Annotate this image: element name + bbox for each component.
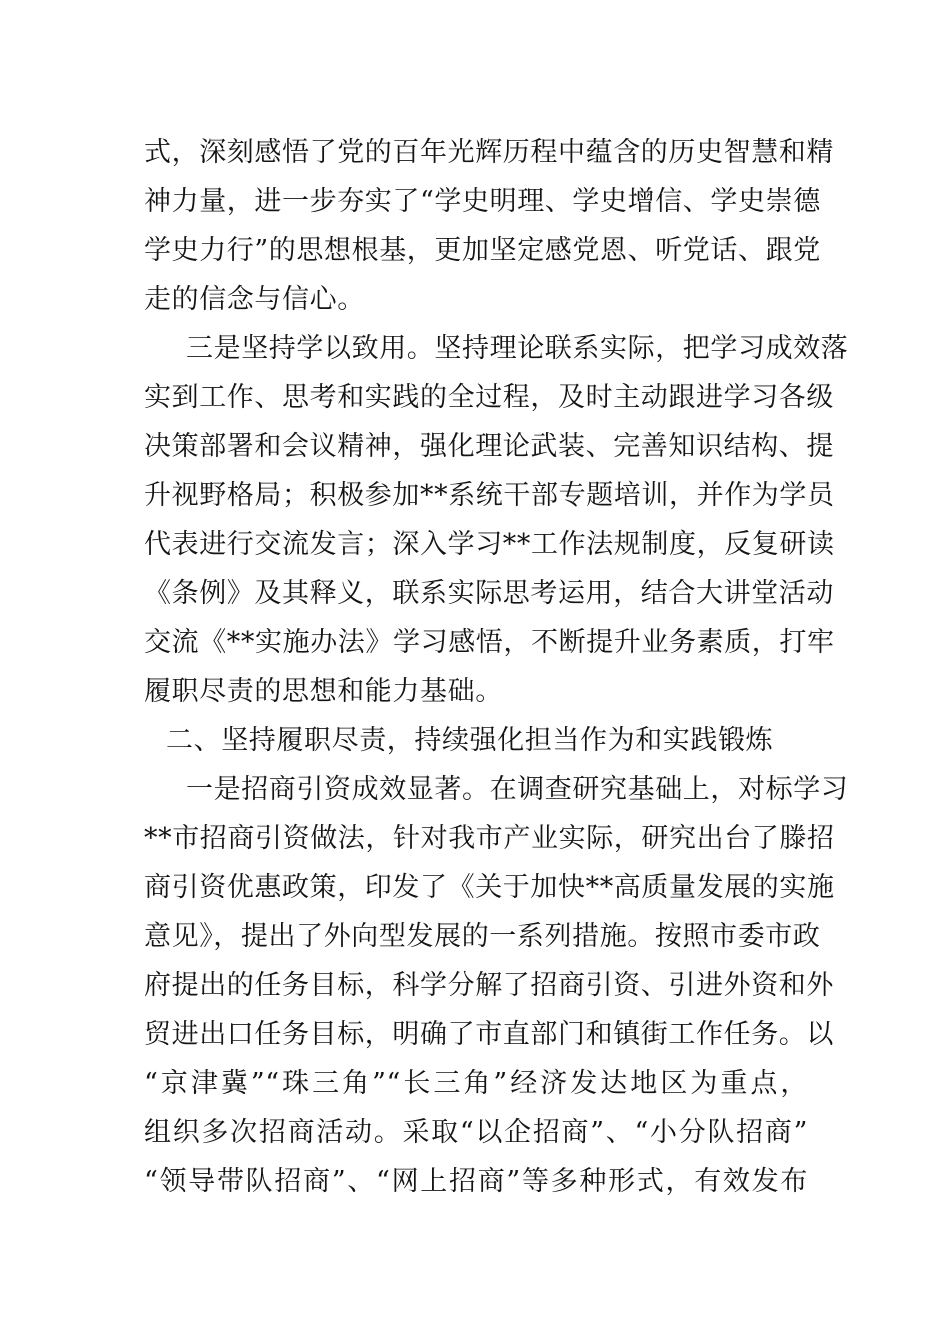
text-line: 代表进行交流发言；深入学习**工作法规制度，反复研读 [144, 529, 835, 560]
text-line: 式，深刻感悟了党的百年光辉历程中蕴含的历史智慧和精 [144, 137, 834, 168]
text-line: “京津冀”“珠三角”“长三角”经济发达地区为重点， [144, 1068, 808, 1099]
text-line: 决策部署和会议精神，强化理论武装、完善知识结构、提 [144, 431, 834, 462]
paragraph-start-line: 一是招商引资成效显著。在调查研究基础上，对标学习 [186, 774, 849, 805]
text-line: 实到工作、思考和实践的全过程，及时主动跟进学习各级 [144, 382, 834, 413]
document-body [144, 128, 849, 1206]
text-line: **市招商引资做法，针对我市产业实际，研究出台了滕招 [144, 823, 835, 854]
text-line: 《条例》及其释义，联系实际思考运用，结合大讲堂活动 [144, 578, 834, 609]
text-line: “领导带队招商”、“网上招商”等多种形式，有效发布 [144, 1166, 808, 1197]
text-line: 组织多次招商活动。采取“以企招商”、“小分队招商” [144, 1117, 808, 1148]
text-line: 走的信念与信心。 [144, 284, 365, 315]
paragraph-start-line: 三是坚持学以致用。坚持理论联系实际，把学习成效落 [186, 333, 849, 364]
text-line: 神力量，进一步夯实了“学史明理、学史增信、学史崇德 [144, 186, 821, 217]
text-line: 商引资优惠政策，印发了《关于加快**高质量发展的实施 [144, 872, 835, 903]
text-line: 学史力行”的思想根基，更加坚定感党恩、听党话、跟党 [144, 235, 821, 266]
text-line: 府提出的任务目标，科学分解了招商引资、引进外资和外 [144, 970, 834, 1001]
text-line: 交流《**实施办法》学习感悟，不断提升业务素质，打牢 [144, 627, 835, 658]
text-line: 贸进出口任务目标，明确了市直部门和镇街工作任务。以 [144, 1019, 834, 1050]
text-line: 升视野格局；积极参加**系统干部专题培训，并作为学员 [144, 480, 835, 511]
section-heading: 二、坚持履职尽责，持续强化担当作为和实践锻炼 [166, 725, 774, 756]
text-line: 履职尽责的思想和能力基础。 [144, 676, 503, 707]
text-line: 意见》，提出了外向型发展的一系列措施。按照市委市政 [144, 921, 821, 952]
